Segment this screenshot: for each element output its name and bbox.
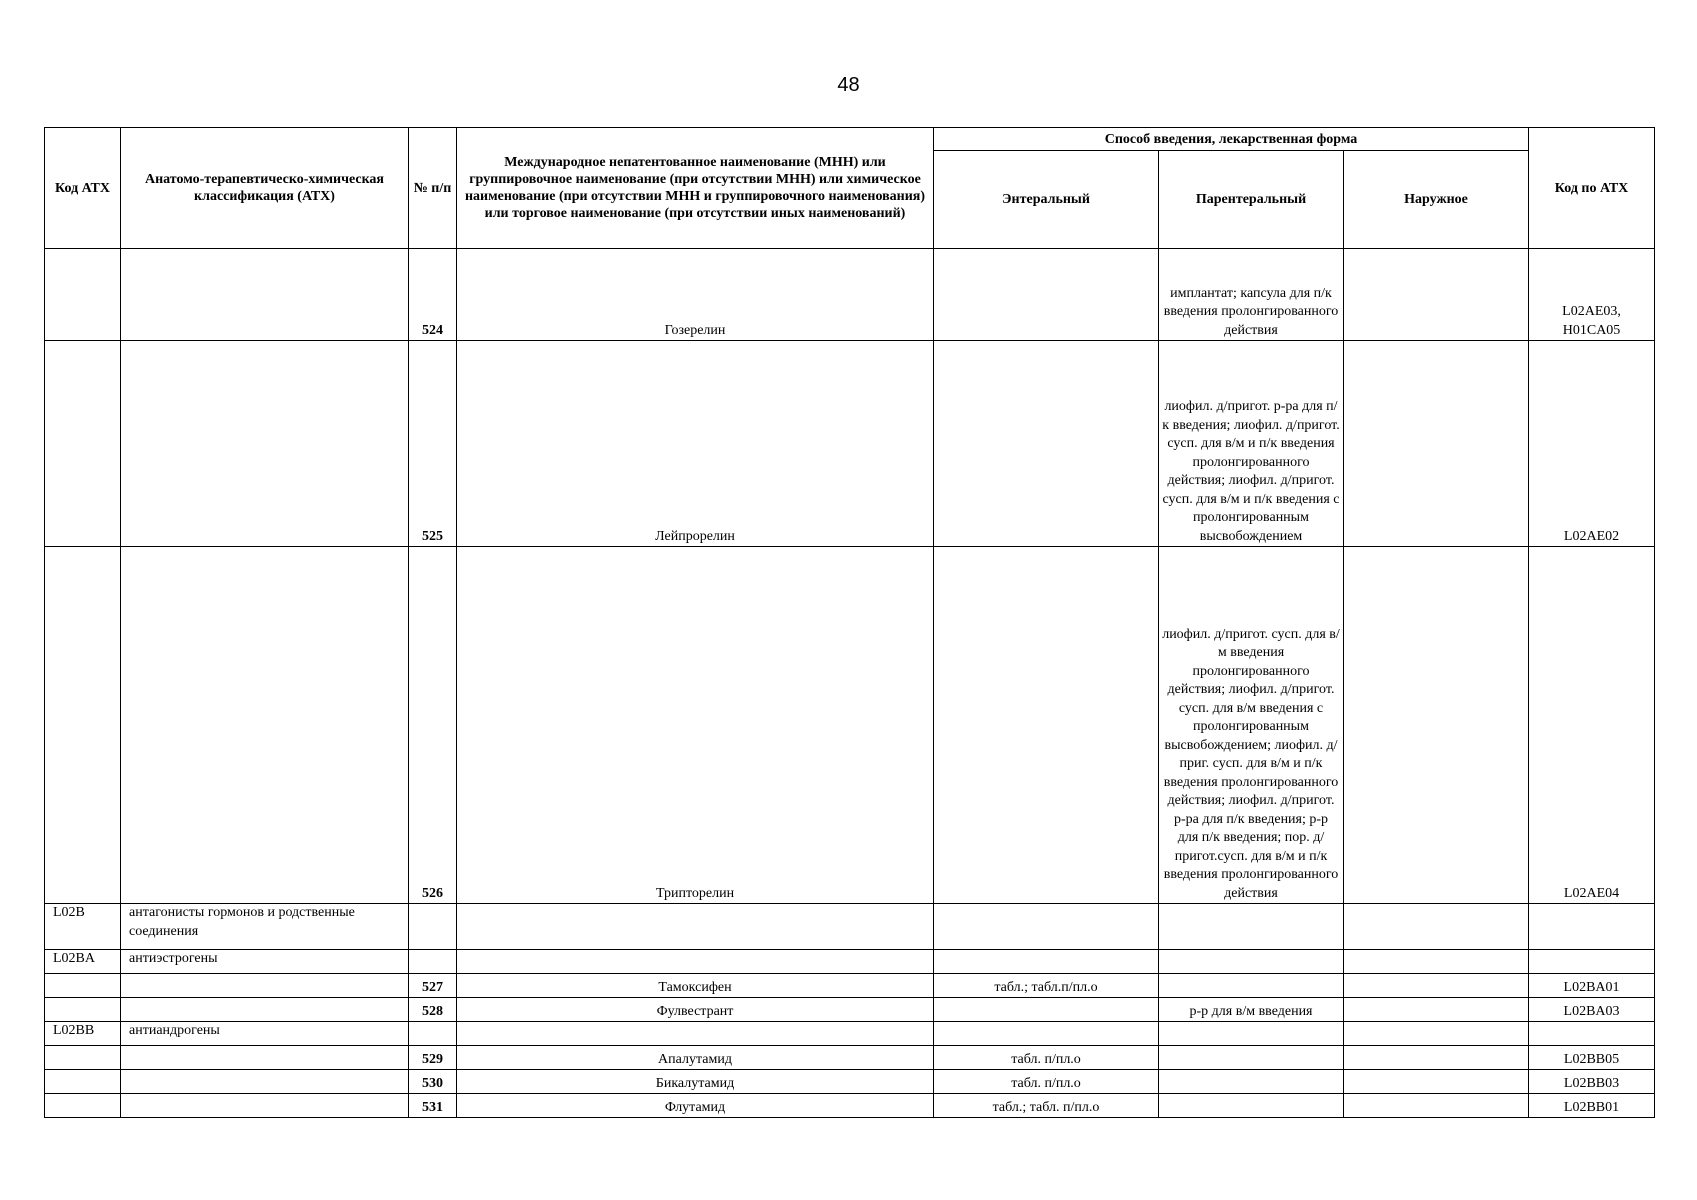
cell-external <box>1344 904 1529 950</box>
header-atc-classification: Анатомо-терапевтическо-химическая классификация (АТХ) <box>121 128 409 249</box>
cell-parenteral: лиофил. д/пригот. сусп. для в/м введения пролонгированного действия; лиофил. д/пригот. сусп. для в/м введения с пролонгированным высвобождением; лиофил. д/приг. сусп. для в/м и п/к введения пролонгированного действия; лиофил. д/пригот. р-ра для п/к введения; р-р для п/к введения; пор. д/пригот.сусп. для в/м и п/к введения пролонгированного действия <box>1159 547 1344 904</box>
cell-parenteral: имплантат; капсула для п/к введения пролонгированного действия <box>1159 249 1344 341</box>
cell-atc-code <box>1529 904 1655 950</box>
cell-parenteral <box>1159 1094 1344 1118</box>
cell-drug-name: Апалутамид <box>457 1046 934 1070</box>
cell-external <box>1344 547 1529 904</box>
cell-atc-code: L02BB01 <box>1529 1094 1655 1118</box>
cell-number: 527 <box>409 974 457 998</box>
cell-number: 528 <box>409 998 457 1022</box>
cell-number: 524 <box>409 249 457 341</box>
cell-enteral: табл.; табл.п/пл.о <box>934 974 1159 998</box>
cell-code <box>45 341 121 547</box>
cell-atc-code: L02AE03, H01CA05 <box>1529 249 1655 341</box>
header-route-group: Способ введения, лекарственная форма <box>934 128 1529 151</box>
cell-parenteral <box>1159 904 1344 950</box>
table-row <box>45 249 1655 341</box>
cell-class: антиандрогены <box>121 1022 409 1046</box>
table-row <box>45 950 1655 974</box>
table-row <box>45 1022 1655 1046</box>
table-row <box>45 904 1655 950</box>
cell-atc-code: L02AE04 <box>1529 547 1655 904</box>
cell-number: 529 <box>409 1046 457 1070</box>
cell-enteral <box>934 249 1159 341</box>
cell-code <box>45 249 121 341</box>
cell-code: L02B <box>45 904 121 950</box>
cell-enteral <box>934 904 1159 950</box>
cell-atc-code: L02BA01 <box>1529 974 1655 998</box>
table-row <box>45 998 1655 1022</box>
cell-atc-code <box>1529 950 1655 974</box>
table-row <box>45 341 1655 547</box>
table-body <box>45 249 1655 1118</box>
cell-code: L02BA <box>45 950 121 974</box>
table-row <box>45 974 1655 998</box>
cell-enteral: табл.; табл. п/пл.о <box>934 1094 1159 1118</box>
cell-external <box>1344 1070 1529 1094</box>
cell-drug-name <box>457 950 934 974</box>
drug-table <box>44 127 1655 1118</box>
cell-class <box>121 1046 409 1070</box>
cell-code: L02BB <box>45 1022 121 1046</box>
cell-number: 525 <box>409 341 457 547</box>
cell-enteral <box>934 547 1159 904</box>
cell-parenteral: лиофил. д/пригот. р-ра для п/к введения; лиофил. д/пригот. сусп. для в/м и п/к введения пролонгированного действия; лиофил. д/пригот. сусп. для в/м и п/к введения с пролонгированным высвобождением <box>1159 341 1344 547</box>
cell-code <box>45 1070 121 1094</box>
cell-class <box>121 249 409 341</box>
cell-class: антагонисты гормонов и родственные соединения <box>121 904 409 950</box>
cell-parenteral <box>1159 1070 1344 1094</box>
cell-atc-code: L02BB03 <box>1529 1070 1655 1094</box>
cell-parenteral <box>1159 1046 1344 1070</box>
cell-drug-name: Фулвестрант <box>457 998 934 1022</box>
cell-number: 531 <box>409 1094 457 1118</box>
cell-external <box>1344 1022 1529 1046</box>
header-atc-code: Код по АТХ <box>1529 128 1655 249</box>
cell-external <box>1344 1046 1529 1070</box>
header-external: Наружное <box>1344 151 1529 249</box>
cell-atc-code: L02BA03 <box>1529 998 1655 1022</box>
header-number: № п/п <box>409 128 457 249</box>
cell-class <box>121 974 409 998</box>
header-parenteral: Парентеральный <box>1159 151 1344 249</box>
cell-external <box>1344 950 1529 974</box>
cell-number <box>409 904 457 950</box>
cell-class <box>121 547 409 904</box>
cell-number <box>409 1022 457 1046</box>
cell-drug-name <box>457 904 934 950</box>
header-enteral: Энтеральный <box>934 151 1159 249</box>
cell-enteral: табл. п/пл.о <box>934 1070 1159 1094</box>
cell-enteral <box>934 1022 1159 1046</box>
cell-code <box>45 998 121 1022</box>
cell-number: 526 <box>409 547 457 904</box>
table-row <box>45 1094 1655 1118</box>
cell-external <box>1344 249 1529 341</box>
cell-number: 530 <box>409 1070 457 1094</box>
cell-parenteral <box>1159 1022 1344 1046</box>
header-drug-name: Международное непатентованное наименование (МНН) или группировочное наименование (при отсутствии МНН) или химическое наименование (при отсутствии МНН и группировочного наименования) или торговое наименование (при отсутствии иных наименований) <box>457 128 934 249</box>
cell-code <box>45 1094 121 1118</box>
cell-external <box>1344 341 1529 547</box>
cell-parenteral <box>1159 974 1344 998</box>
cell-code <box>45 1046 121 1070</box>
cell-atc-code: L02BB05 <box>1529 1046 1655 1070</box>
cell-drug-name: Лейпрорелин <box>457 341 934 547</box>
cell-drug-name: Трипторелин <box>457 547 934 904</box>
cell-external <box>1344 974 1529 998</box>
cell-atc-code: L02AE02 <box>1529 341 1655 547</box>
cell-class: антиэстрогены <box>121 950 409 974</box>
table-row <box>45 1070 1655 1094</box>
cell-enteral: табл. п/пл.о <box>934 1046 1159 1070</box>
cell-atc-code <box>1529 1022 1655 1046</box>
cell-class <box>121 998 409 1022</box>
cell-enteral <box>934 341 1159 547</box>
cell-drug-name: Тамоксифен <box>457 974 934 998</box>
page-number: 48 <box>837 74 860 96</box>
table-row <box>45 1046 1655 1070</box>
cell-code <box>45 547 121 904</box>
cell-drug-name: Бикалутамид <box>457 1070 934 1094</box>
cell-external <box>1344 1094 1529 1118</box>
cell-parenteral <box>1159 950 1344 974</box>
cell-code <box>45 974 121 998</box>
table-row <box>45 547 1655 904</box>
cell-drug-name: Флутамид <box>457 1094 934 1118</box>
cell-enteral <box>934 998 1159 1022</box>
cell-number <box>409 950 457 974</box>
cell-class <box>121 1070 409 1094</box>
cell-class <box>121 1094 409 1118</box>
cell-drug-name: Гозерелин <box>457 249 934 341</box>
cell-parenteral: р-р для в/м введения <box>1159 998 1344 1022</box>
cell-drug-name <box>457 1022 934 1046</box>
cell-external <box>1344 998 1529 1022</box>
cell-class <box>121 341 409 547</box>
header-code: Код АТХ <box>45 128 121 249</box>
cell-enteral <box>934 950 1159 974</box>
